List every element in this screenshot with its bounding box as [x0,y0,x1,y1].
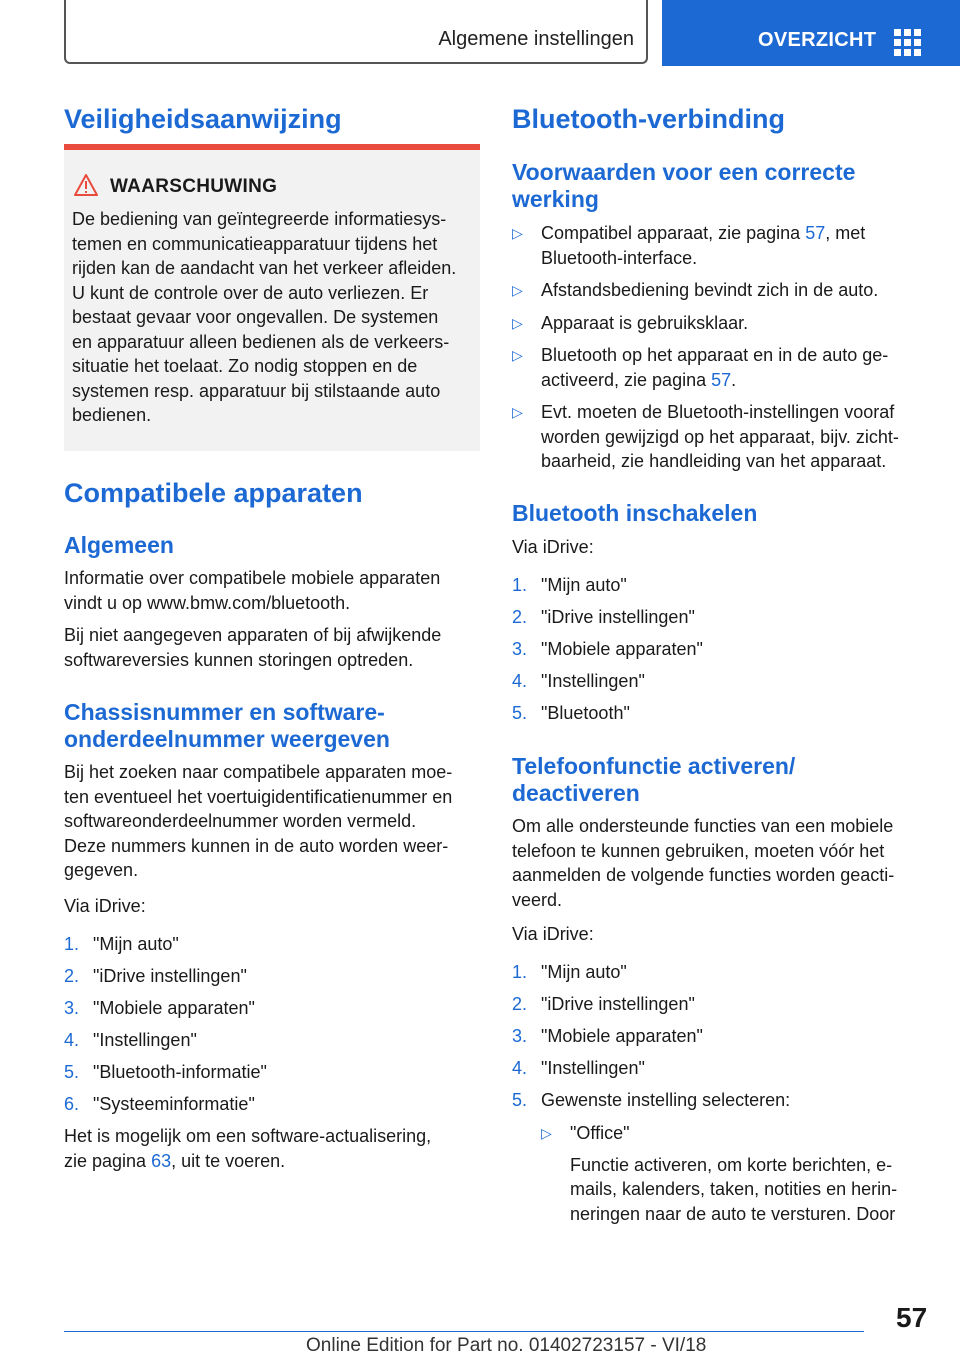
list-item: 4. "Instellingen" [512,1058,645,1078]
list-item: ▷ Bluetooth op het apparaat en in de auto ge- activeerd, zie pagina 57. [512,345,889,390]
enable-steps-list [512,573,703,726]
list-item: 1. "Mijn auto" [512,962,627,982]
phone-paragraph: Om alle ondersteunde functies van een mobiele telefoon te kunnen gebruiken, moeten vóór het aanmelden de volgende functies worden geacti- veerd. [512,816,895,910]
update-paragraph: Het is mogelijk om een software-actualisering, zie pagina 63, uit te voeren. [64,1126,432,1171]
list-item: 1. "Mijn auto" [512,575,627,595]
list-item: 3. "Mobiele apparaten" [64,998,255,1018]
via-idrive-label: Via iDrive: [512,537,594,557]
list-item: 2. "iDrive instellingen" [512,994,695,1014]
phone-heading: Telefoonfunctie activeren/ deactiveren [512,753,796,806]
list-item: 2. "iDrive instellingen" [512,607,695,627]
page-link-63[interactable]: 63 [151,1150,172,1171]
chassis-steps-list [64,932,267,1117]
warning-triangle-icon [74,174,98,196]
general-heading: Algemeen [64,532,174,558]
enable-heading: Bluetooth inschakelen [512,500,758,526]
list-item: 4. "Instellingen" [512,671,645,691]
grid-icon [894,29,921,56]
bullet-icon: ▷ [512,282,523,298]
chassis-heading: Chassisnummer en software- onderdeelnummer weergeven [64,699,390,752]
list-item: 1. "Mijn auto" [64,934,179,954]
list-item: 5. Gewenste instelling selecteren: [512,1090,791,1110]
overview-button[interactable] [662,0,960,66]
list-item: 3. "Mobiele apparaten" [512,1026,703,1046]
chassis-paragraph: Bij het zoeken naar compatibele apparaten moe- ten eventueel het voertuigidentificatienummer en softwareonderdeelnummer worden vermeld. Deze nummers kunnen in de auto worden weer- gegeven. [64,762,453,880]
bullet-icon: ▷ [512,347,523,363]
list-item: ▷ Compatibel apparaat, zie pagina 57, met Bluetooth-interface. [512,223,866,268]
bullet-icon: ▷ [512,314,523,331]
footer-divider [64,1331,864,1332]
list-item: ▷ Afstandsbediening bevindt zich in de auto. [512,278,932,303]
compatible-heading: Compatibele apparaten [64,478,363,508]
bullet-icon: ▷ [512,225,523,241]
bullet-icon: ▷ [541,1125,552,1141]
list-item: 4. "Instellingen" [64,1030,197,1050]
office-sublist [541,1121,932,1226]
general-paragraph-1: Informatie over compatibele mobiele apparaten vindt u op www.bmw.com/bluetooth. [64,568,441,613]
via-idrive-label: Via iDrive: [512,924,594,944]
phone-steps-list [512,960,790,1113]
safety-heading: Veiligheidsaanwijzing [64,104,342,134]
list-item: 5. "Bluetooth-informatie" [64,1062,267,1082]
list-item: 6. "Systeeminformatie" [64,1094,255,1114]
page-link-57[interactable]: 57 [711,369,732,390]
general-paragraph-2: Bij niet aangegeven apparaten of bij afwijkende softwareversies kunnen storingen optreden. [64,625,442,670]
list-item: ▷ Apparaat is gebruiksklaar. [512,311,932,336]
list-item: 5. "Bluetooth" [512,703,630,723]
footer-edition: Online Edition for Part no. 01402723157 - VI/18 [306,1335,707,1356]
list-item: ▷ "Office" Functie activeren, om korte berichten, e- mails, kalenders, taken, notities en herin- neringen naar de auto te versturen. Door [541,1123,898,1224]
bluetooth-heading: Bluetooth-verbinding [512,104,785,134]
overview-label: OVERZICHT [758,29,877,51]
via-idrive-label: Via iDrive: [64,896,146,916]
bullet-icon: ▷ [512,404,523,420]
warning-box [64,144,480,451]
list-item: ▷ Evt. moeten de Bluetooth-instellingen vooraf worden gewijzigd op het apparaat, bijv. zicht- baarheid, zie handleiding van het apparaat. [512,402,899,471]
header-section-box [64,0,648,64]
header-section-title: Algemene instellingen [438,28,634,50]
page-number: 57 [896,1302,928,1333]
page-link-57[interactable]: 57 [805,223,826,243]
warning-text: De bediening van geïntegreerde informatiesys- temen en communicatieapparatuur tijdens het rijden kan de aandacht van het verkeer afleiden. U kunt de controle over de auto verliezen. Er bestaat gevaar voor ongevallen. De systemen en apparatuur alleen bedienen als de verkeers- situatie het toelaat. Zo nodig stoppen en de systemen resp. apparatuur bij stilstaande auto bedienen. [72,209,457,425]
list-item: 3. "Mobiele apparaten" [512,639,703,659]
prereq-list [512,221,932,474]
list-item: 2. "iDrive instellingen" [64,966,247,986]
prereq-heading: Voorwaarden voor een correcte werking [512,159,856,212]
warning-title: WAARSCHUWING [110,176,278,197]
